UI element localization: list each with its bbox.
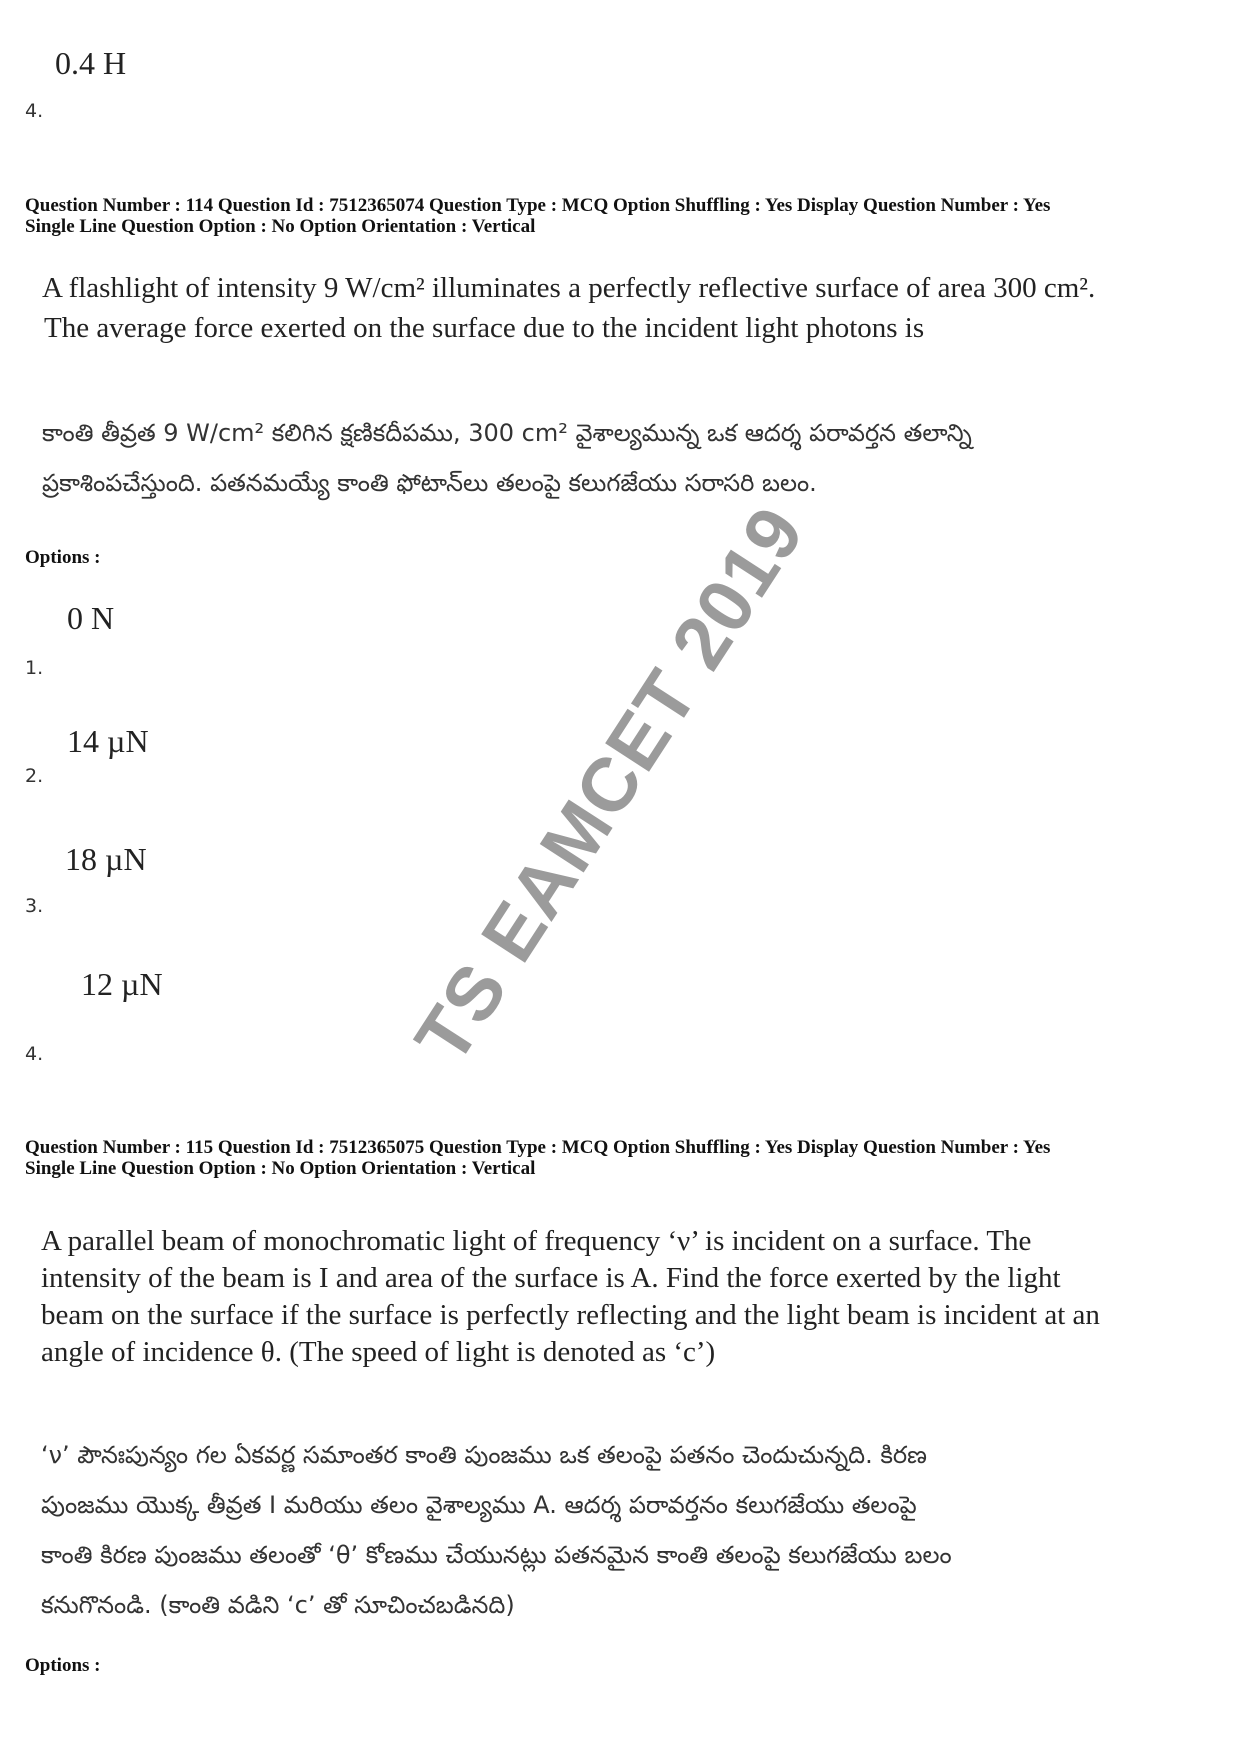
q115-telugu-line4: కనుగొనండి. (కాంతి వడిని ‘c’ తో సూచించబడినది) (41, 1591, 515, 1619)
q114-telugu-line2: ప్రకాశింపచేస్తుంది. పతనమయ్యే కాంతి ఫోటాన్‌లు తలంపై కలుగజేయు సరాసరి బలం. (42, 469, 817, 497)
q114-option-number-3: 3. (25, 895, 44, 917)
q114-option-value-1: 0 N (67, 600, 115, 636)
q115-meta-line1: Question Number : 115 Question Id : 7512365075 Question Type : MCQ Option Shuffling : Yes Display Question Number : Yes (25, 1137, 1051, 1158)
q115-options-label: Options : (25, 1655, 101, 1676)
q114-option-value-3: 18 µN (65, 841, 147, 877)
q114-option-value-4: 12 µN (81, 966, 163, 1002)
q115-english-line2: intensity of the beam is I and area of the surface is A. Find the force exerted by the light (41, 1262, 1061, 1294)
q114-english-line2: The average force exerted on the surface due to the incident light photons is (44, 312, 925, 344)
prev-option-number: 4. (25, 100, 44, 122)
q114-options-label: Options : (25, 547, 101, 568)
q115-telugu-line3: కాంతి కిరణ పుంజము తలంతో ‘θ’ కోణము చేయునట్లు పతనమైన కాంతి తలంపై కలుగజేయు బలం (41, 1541, 952, 1569)
q115-telugu-line2: పుంజము యొక్క తీవ్రత I మరియు తలం వైశాల్యము A. ఆదర్శ పరావర్తనం కలుగజేయు తలంపై (41, 1491, 917, 1519)
q115-english-line3: beam on the surface if the surface is perfectly reflecting and the light beam is incident at an (41, 1299, 1100, 1331)
q114-option-number-1: 1. (25, 657, 44, 679)
q114-telugu-line1: కాంతి తీవ్రత 9 W/cm² కలిగిన క్షణికదీపము, 300 cm² వైశాల్యమున్న ఒక ఆదర్శ పరావర్తన తలాన్ని (42, 419, 972, 447)
q114-meta-line1: Question Number : 114 Question Id : 7512365074 Question Type : MCQ Option Shuffling : Yes Display Question Number : Yes (25, 195, 1051, 216)
q114-meta-line2: Single Line Question Option : No Option Orientation : Vertical (25, 216, 536, 237)
q115-english-line1: A parallel beam of monochromatic light of frequency ‘ν’ is incident on a surface. The (41, 1225, 1032, 1257)
q114-option-value-2: 14 µN (67, 723, 149, 759)
q115-meta-line2: Single Line Question Option : No Option Orientation : Vertical (25, 1158, 536, 1179)
q114-english-line1: A flashlight of intensity 9 W/cm² illuminates a perfectly reflective surface of area 300 cm². (42, 272, 1096, 304)
watermark: TS EAMCET 2019 (399, 492, 821, 1078)
q115-english-line4: angle of incidence θ. (The speed of light is denoted as ‘c’) (41, 1336, 716, 1368)
q114-option-number-2: 2. (25, 765, 44, 787)
q114-option-number-4: 4. (25, 1043, 44, 1065)
q115-telugu-line1: ‘ν’ పౌనఃపున్యం గల ఏకవర్ణ సమాంతర కాంతి పుంజము ఒక తలంపై పతనం చెందుచున్నది. కిరణ (41, 1441, 927, 1469)
prev-option-value: 0.4 H (55, 45, 127, 81)
